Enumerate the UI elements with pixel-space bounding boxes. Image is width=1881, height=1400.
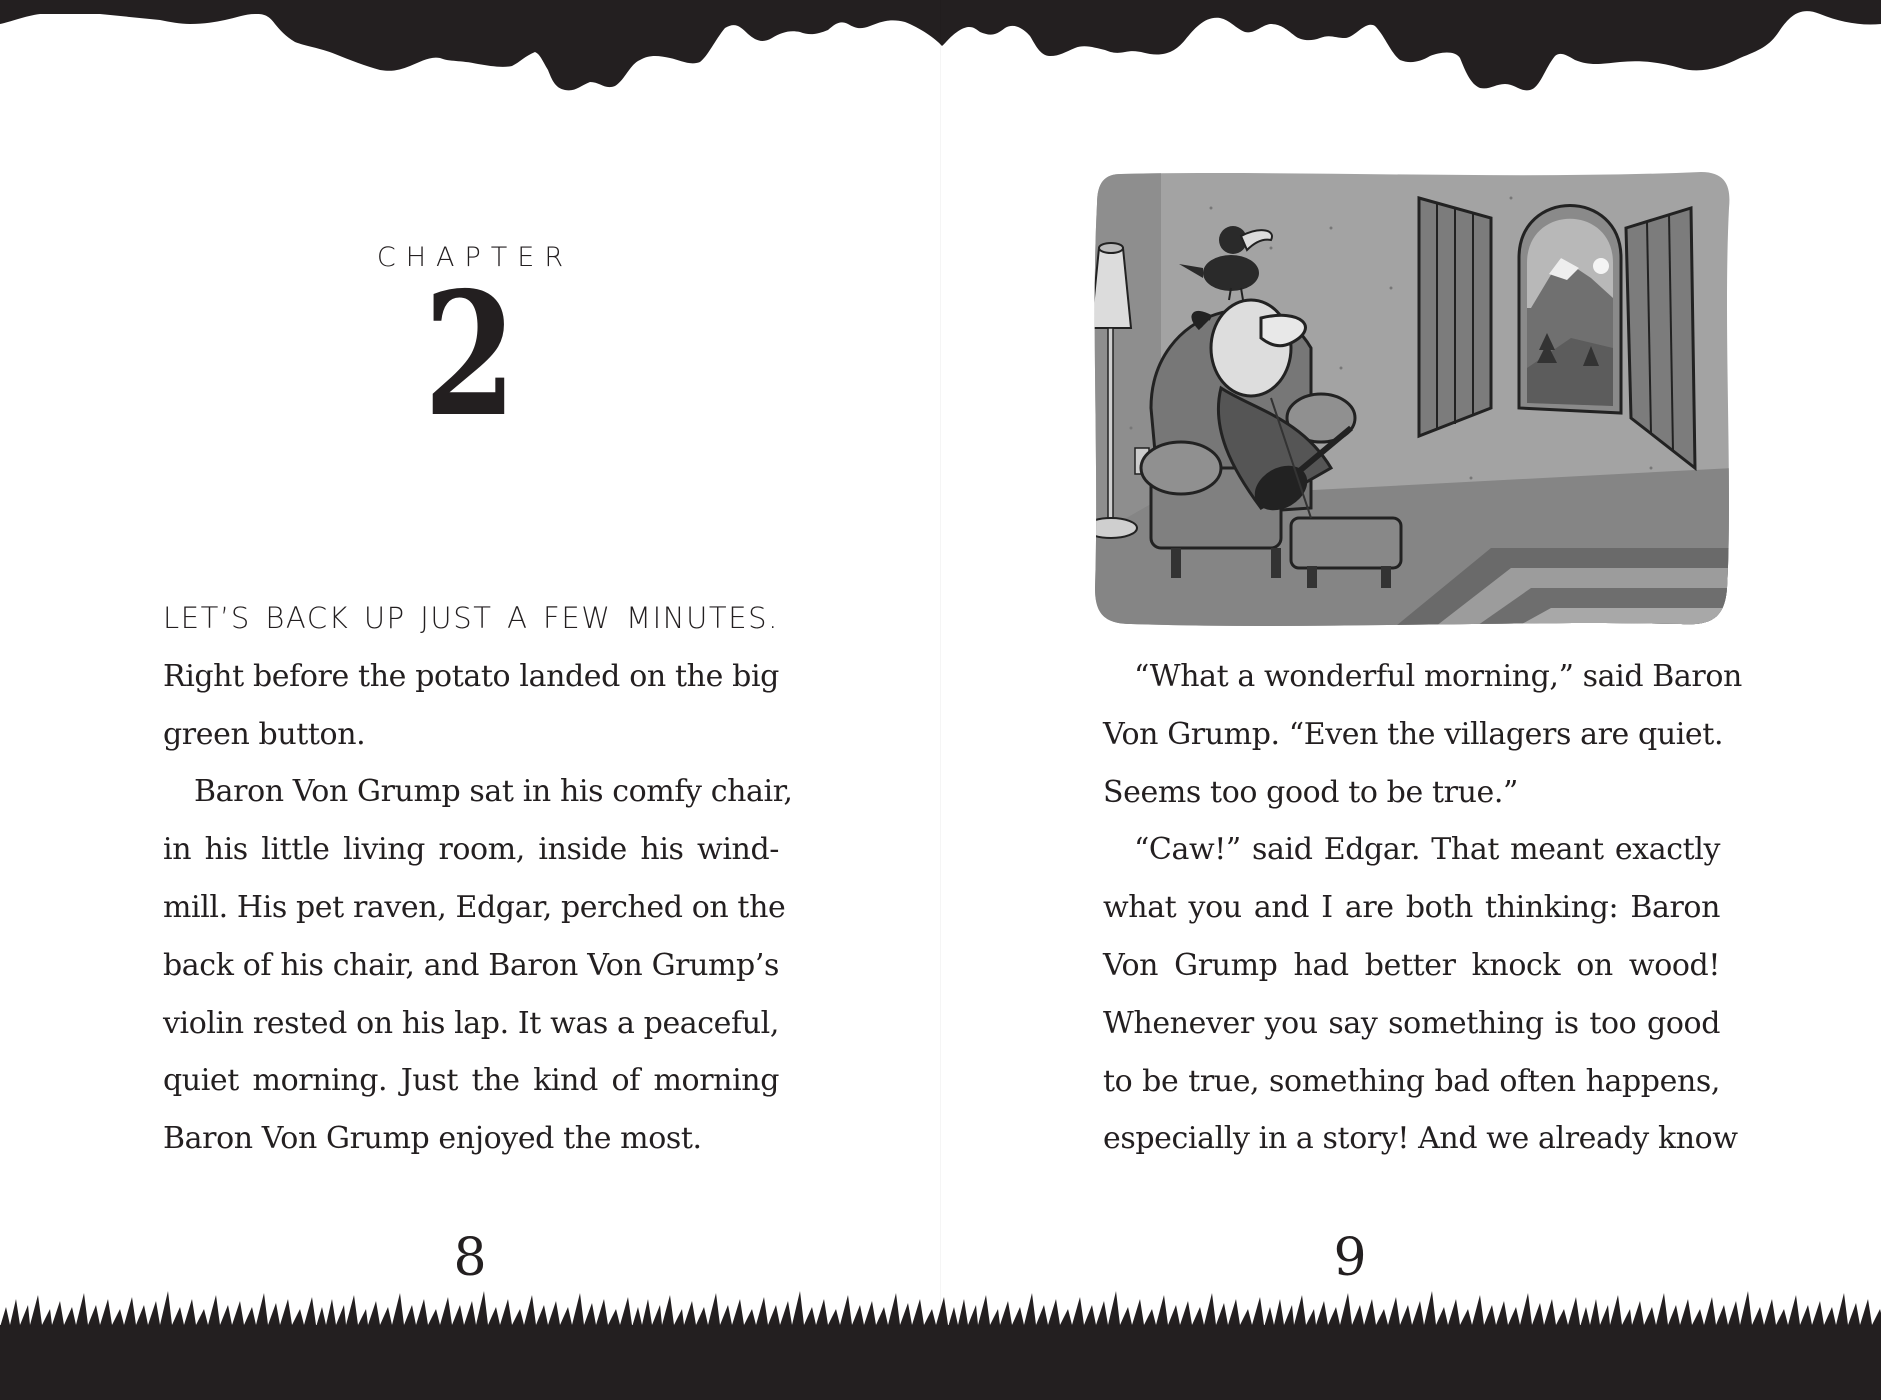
text-line: “What a wonderful morning,” said Baron (1134, 659, 1742, 694)
text-line: Von Grump had better knock on wood! (1103, 947, 1720, 983)
text-line: what you and I are both thinking: Baron (1103, 890, 1720, 926)
left-body-text (163, 590, 793, 1168)
text-line: back of his chair, and Baron Von Grump’s (163, 947, 779, 983)
chapter-illustration (1091, 168, 1733, 630)
text-line: Baron Von Grump enjoyed the most. (163, 1121, 702, 1157)
right-page (941, 0, 1881, 1400)
page-number-right: 9 (1333, 1228, 1367, 1288)
text-line: Seems too good to be true.” (1103, 774, 1518, 810)
text-line: quiet morning. Just the kind of morning (163, 1063, 779, 1099)
text-line: Baron Von Grump sat in his comfy chair, (194, 774, 793, 810)
text-line: Right before the potato landed on the big (163, 658, 779, 694)
text-line: Whenever you say something is too good (1103, 1005, 1720, 1041)
text-line: Von Grump. “Even the villagers are quiet. (1103, 716, 1724, 752)
chapter-number: 2 (423, 255, 517, 455)
left-page (0, 0, 940, 1400)
text-line: especially in a story! And we already know (1103, 1121, 1738, 1157)
text-line: in his little living room, inside his wind- (163, 832, 779, 868)
text-line: “Caw!” said Edgar. That meant exactly (1134, 832, 1720, 868)
text-line: green button. (163, 716, 366, 752)
right-body-text (1103, 648, 1742, 1168)
grass-border-bottom (0, 1285, 1881, 1400)
text-line: violin rested on his lap. It was a peaceful, (163, 1005, 779, 1041)
text-line: mill. His pet raven, Edgar, perched on the (163, 889, 786, 925)
chapter-opener: LET’S BACK UP JUST A FEW MINUTES. (163, 601, 779, 635)
footstool (1291, 518, 1401, 568)
page-number-left: 8 (453, 1228, 487, 1288)
chapter-label: CHAPTER (376, 242, 574, 273)
text-line: to be true, something bad often happens, (1103, 1063, 1720, 1099)
